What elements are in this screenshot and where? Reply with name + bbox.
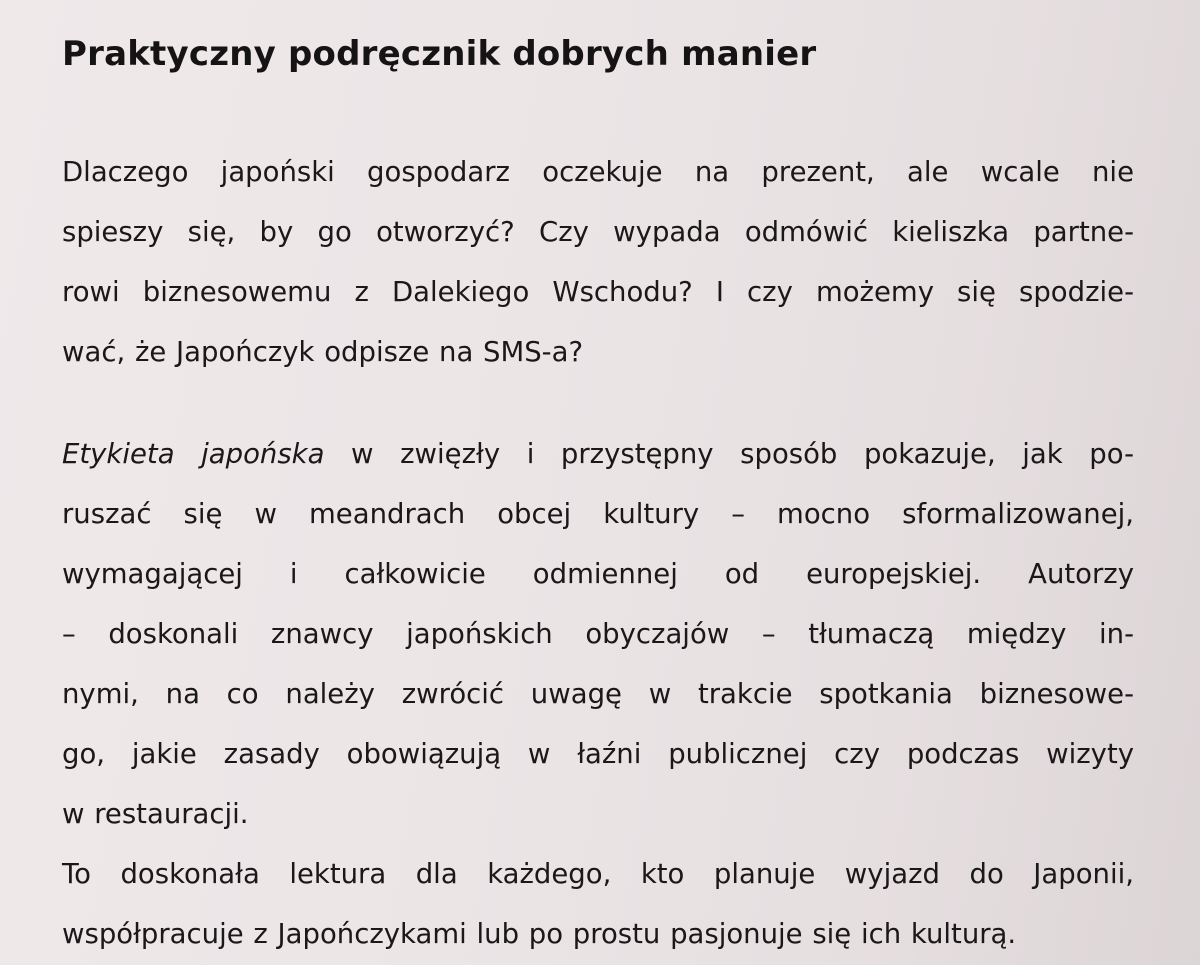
text-line [62,424,1134,484]
text-fragment: w zwięzły i przystępny sposób pokazuje, jak po- [324,438,1134,470]
text-line: wać, że Japończyk odpisze na SMS-a? [62,336,584,368]
text-line: Dlaczego japoński gospodarz oczekuje na prezent, ale wcale nie [62,156,1134,188]
text-line: w restauracji. [62,798,249,830]
text-line: wymagającej i całkowicie odmiennej od europejskiej. Autorzy [62,558,1134,590]
text-line: spieszy się, by go otworzyć? Czy wypada odmówić kieliszka partne- [62,216,1134,248]
paragraph-description [62,424,1134,844]
text-line: – doskonali znawcy japońskich obyczajów – tłumaczą między in- [62,618,1134,650]
text-line: ruszać się w meandrach obcej kultury – mocno sformalizowanej, [62,498,1134,530]
text-line: nymi, na co należy zwrócić uwagę w trakcie spotkania biznesowe- [62,678,1134,710]
text-line: go, jakie zasady obowiązują w łaźni publicznej czy podczas wizyty [62,738,1134,770]
text-line: To doskonała lektura dla każdego, kto planuje wyjazd do Japonii, [62,858,1134,890]
text-line: rowi biznesowemu z Dalekiego Wschodu? I czy możemy się spodzie- [62,276,1134,308]
paragraph-recommendation [62,844,1134,964]
book-title-italic: Etykieta japońska [62,438,325,470]
paragraph-questions [62,142,1134,382]
heading: Praktyczny podręcznik dobrych manier [62,34,817,74]
text-line: współpracuje z Japończykami lub po prostu pasjonuje się ich kulturą. [62,918,1017,950]
